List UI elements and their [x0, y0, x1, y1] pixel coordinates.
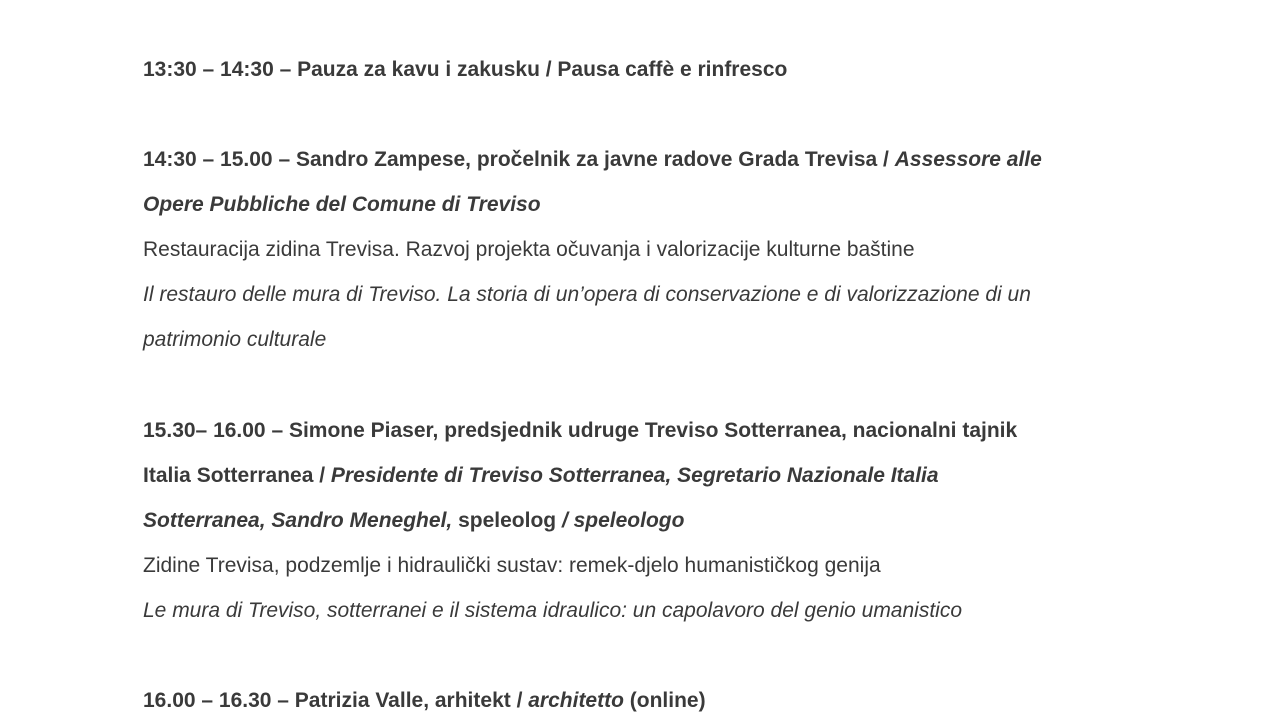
session-piaser-role-italian: Presidente di Treviso Sotterranea, Segretario Nazionale Italia [330, 464, 939, 487]
session-valle-heading [143, 687, 706, 715]
session-coffee-break-text: 13:30 – 14:30 – Pauza za kavu i zakusku / Pausa caffè e rinfresco [143, 58, 788, 81]
session-piaser-title-italian [143, 597, 962, 625]
session-piaser-org: Italia Sotterranea / [143, 464, 331, 487]
session-piaser-heading [143, 417, 1017, 445]
session-zampese-role-italian-cont-text: Opere Pubbliche del Comune di Treviso [143, 193, 541, 216]
session-valle-role-italian: architetto [528, 689, 624, 712]
session-coffee-break-heading [143, 56, 787, 84]
session-piaser-heading-cont2 [143, 507, 684, 535]
session-zampese-title-italian-text: Il restauro delle mura di Treviso. La storia di un’opera di conservazione e di valorizzazione di un [143, 283, 1031, 306]
session-zampese-title-italian-cont-text: patrimonio culturale [143, 328, 327, 351]
session-piaser-speleolog: speleolog [452, 509, 562, 532]
session-zampese-title-croatian-text: Restauracija zidina Trevisa. Razvoj projekta očuvanja i valorizacije kulturne baštine [143, 238, 915, 261]
session-piaser-heading-cont [143, 462, 939, 490]
session-zampese-title-italian-cont [143, 326, 326, 354]
session-piaser-title-italian-text: Le mura di Treviso, sotterranei e il sistema idraulico: un capolavoro del genio umanistico [143, 599, 963, 622]
session-piaser-title-croatian [143, 552, 881, 580]
session-piaser-time-speaker: 15.30– 16.00 – Simone Piaser, predsjednik udruge Treviso Sotterranea, nacionalni tajnik [143, 419, 1018, 442]
session-zampese-time-speaker: 14:30 – 15.00 – Sandro Zampese, pročelnik za javne radove Grada Trevisa / [143, 148, 895, 171]
session-piaser-title-croatian-text: Zidine Trevisa, podzemlje i hidraulički sustav: remek-djelo humanističkog genija [143, 554, 881, 577]
session-zampese-title-italian [143, 281, 1031, 309]
session-zampese-heading [143, 146, 1042, 174]
session-valle-time-speaker: 16.00 – 16.30 – Patrizia Valle, arhitekt / [143, 689, 529, 712]
session-zampese-role-italian: Assessore alle [894, 148, 1042, 171]
session-piaser-speleologo: / speleologo [561, 509, 685, 532]
session-valle-online: (online) [623, 689, 706, 712]
session-zampese-title-croatian [143, 236, 915, 264]
session-piaser-meneghel: Sotterranea, Sandro Meneghel, [143, 509, 453, 532]
session-zampese-role-italian-cont [143, 191, 541, 219]
